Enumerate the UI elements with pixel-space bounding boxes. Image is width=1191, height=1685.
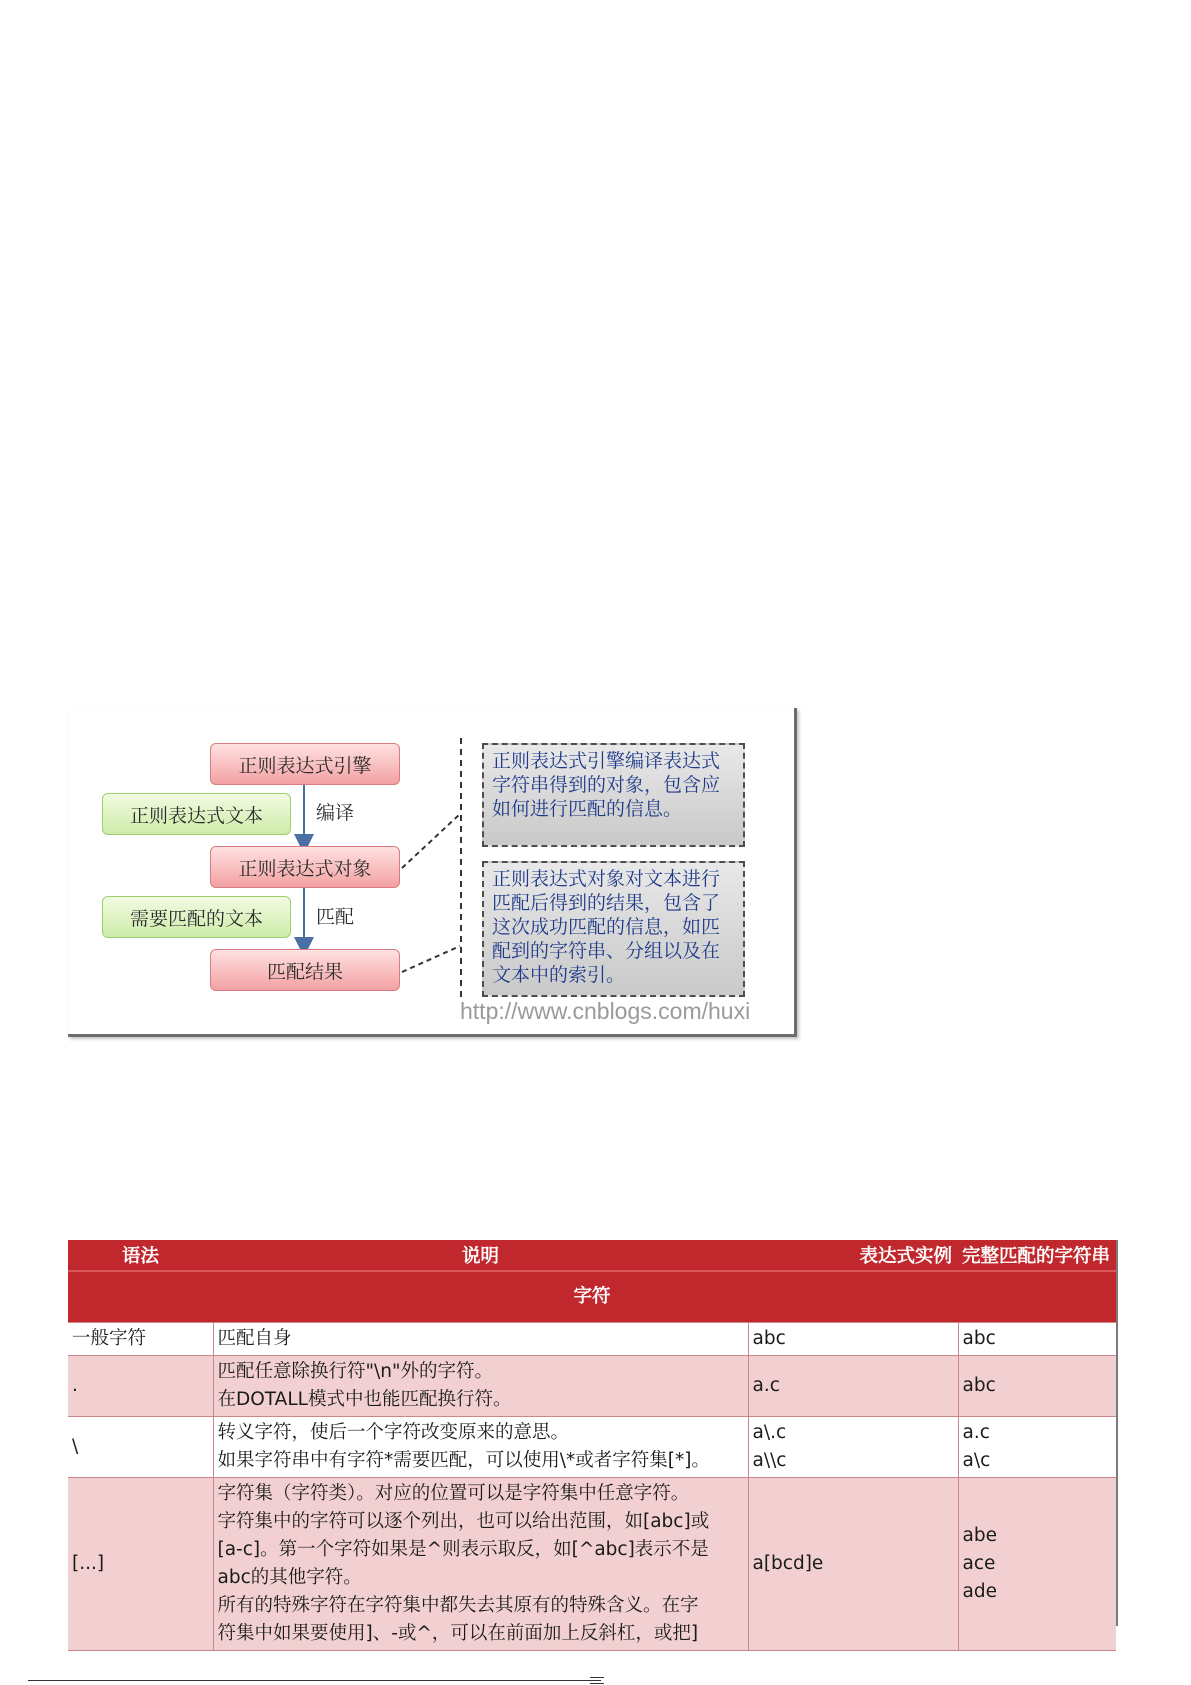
example-line: a.c bbox=[752, 1375, 780, 1396]
match-line: ace bbox=[962, 1553, 996, 1574]
engine-box bbox=[210, 743, 400, 785]
description-line: 如果字符串中有字符*需要匹配，可以使用\*或者字符集[*]。 bbox=[217, 1450, 710, 1471]
match-line: abc bbox=[962, 1328, 996, 1349]
example-line: abc bbox=[752, 1328, 786, 1349]
match-line: abe bbox=[962, 1525, 997, 1546]
match-result-box bbox=[210, 949, 400, 991]
match-result-label: 匹配结果 bbox=[266, 960, 343, 983]
syntax-cell: . bbox=[68, 1356, 213, 1417]
description-line: 匹配任意除换行符"\n"外的字符。 bbox=[217, 1361, 493, 1382]
result-leader bbox=[402, 946, 460, 972]
description-cell bbox=[213, 1356, 748, 1417]
description-cell bbox=[213, 1323, 748, 1356]
table-row bbox=[68, 1478, 1116, 1651]
example-cell bbox=[748, 1417, 958, 1478]
object-leader bbox=[402, 814, 460, 868]
example-cell bbox=[748, 1323, 958, 1356]
table-row bbox=[68, 1356, 1116, 1417]
match-line: abc bbox=[962, 1375, 996, 1396]
object-note-line: 字符串得到的对象，包含应 bbox=[492, 774, 721, 796]
match-line: ade bbox=[962, 1581, 997, 1602]
section-title: 字符 bbox=[68, 1271, 1116, 1323]
description-cell bbox=[213, 1478, 748, 1651]
match-cell bbox=[958, 1478, 1116, 1651]
regex-syntax-table bbox=[68, 1240, 1118, 1644]
description-line: 字符集（字符类）。对应的位置可以是字符集中任意字符。 bbox=[217, 1483, 690, 1504]
header-example: 表达式实例 bbox=[748, 1240, 958, 1271]
header-syntax: 语法 bbox=[68, 1240, 213, 1271]
object-note bbox=[482, 743, 745, 847]
regex-text-label: 正则表达式文本 bbox=[129, 804, 263, 827]
match-line: a\c bbox=[962, 1450, 991, 1471]
header-full-match: 完整匹配的字符串 bbox=[958, 1240, 1116, 1271]
description-cell bbox=[213, 1417, 748, 1478]
description-line: abc的其他字符。 bbox=[217, 1567, 362, 1588]
watermark-url: http://www.cnblogs.com/huxi bbox=[460, 998, 751, 1024]
result-note-line: 匹配后得到的结果，包含了 bbox=[492, 892, 721, 914]
description-line: 在DOTALL模式中也能匹配换行符。 bbox=[217, 1389, 512, 1410]
table-row bbox=[68, 1417, 1116, 1478]
syntax-cell: \ bbox=[68, 1417, 213, 1478]
syntax-cell: 一般字符 bbox=[68, 1323, 213, 1356]
regex-object-box bbox=[210, 846, 400, 888]
result-note bbox=[482, 861, 745, 997]
compile-label: 编译 bbox=[316, 802, 355, 824]
match-cell bbox=[958, 1323, 1116, 1356]
footer-rule bbox=[28, 1680, 601, 1681]
description-line: [a-c]。第一个字符如果是^则表示取反，如[^abc]表示不是 bbox=[217, 1539, 709, 1560]
table-row bbox=[68, 1323, 1116, 1356]
result-note-line: 正则表达式对象对文本进行 bbox=[492, 868, 721, 890]
result-note-line: 配到的字符串、分组以及在 bbox=[492, 940, 721, 962]
target-text-box bbox=[102, 896, 291, 938]
match-label: 匹配 bbox=[316, 906, 355, 928]
description-line: 字符集中的字符可以逐个列出，也可以给出范围，如[abc]或 bbox=[217, 1511, 710, 1532]
description-line: 符集中如果要使用]、-或^，可以在前面加上反斜杠，或把] bbox=[217, 1623, 699, 1644]
description-line: 转义字符，使后一个字符改变原来的意思。 bbox=[217, 1422, 570, 1443]
target-text-label: 需要匹配的文本 bbox=[129, 907, 263, 930]
match-cell bbox=[958, 1356, 1116, 1417]
description-line: 匹配自身 bbox=[217, 1328, 292, 1349]
table-header-row bbox=[68, 1240, 1116, 1271]
result-note-line: 文本中的索引。 bbox=[492, 964, 626, 986]
regex-object-label: 正则表达式对象 bbox=[238, 857, 372, 880]
object-note-line: 如何进行匹配的信息。 bbox=[492, 798, 683, 820]
section-row bbox=[68, 1271, 1116, 1323]
description-line: 所有的特殊字符在字符集中都失去其原有的特殊含义。在字 bbox=[217, 1595, 699, 1616]
example-line: a[bcd]e bbox=[752, 1553, 824, 1574]
engine-label: 正则表达式引擎 bbox=[238, 754, 372, 777]
example-cell bbox=[748, 1478, 958, 1651]
example-cell bbox=[748, 1356, 958, 1417]
regex-flow-diagram bbox=[68, 708, 797, 1037]
regex-text-box bbox=[102, 793, 291, 835]
match-line: a.c bbox=[962, 1422, 990, 1443]
result-note-line: 这次成功匹配的信息，如匹 bbox=[492, 916, 721, 938]
example-line: a\\c bbox=[752, 1450, 787, 1471]
match-cell bbox=[958, 1417, 1116, 1478]
header-description: 说明 bbox=[213, 1240, 748, 1271]
object-note-line: 正则表达式引擎编译表达式 bbox=[492, 750, 721, 772]
example-line: a\.c bbox=[752, 1422, 787, 1443]
syntax-cell: [...] bbox=[68, 1478, 213, 1651]
footer-rule-end bbox=[590, 1677, 604, 1684]
